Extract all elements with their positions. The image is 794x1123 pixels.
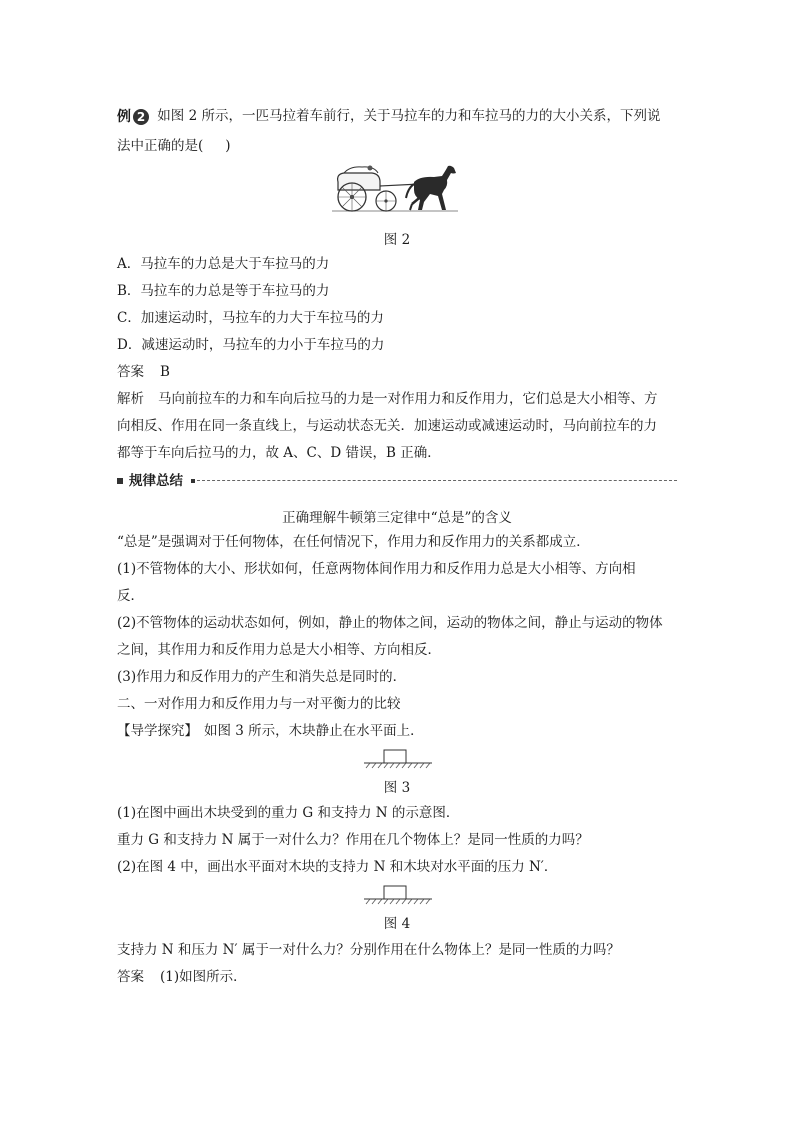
example-question-line1 [117, 106, 660, 127]
question1-line2: 重力 G 和支持力 N 属于一对什么力？作用在几个物体上？是同一性质的力吗？ [117, 832, 589, 848]
rule-intro: “总是”是强调对于任何物体，在任何情况下，作用力和反作用力的关系都成立． [117, 534, 590, 550]
figure3-caption: 图 3 [383, 780, 411, 796]
question1-line1: (1)在图中画出木块受到的重力 G 和支持力 N 的示意图． [117, 805, 460, 821]
rule-point3: (3)作用力和反作用力的产生和消失总是同时的． [117, 669, 407, 685]
horse-carriage-illustration [330, 164, 464, 216]
analysis-label: 解析 [117, 391, 144, 407]
option-d: D．减速运动时，马拉车的力小于车拉马的力 [117, 337, 385, 353]
rule-point2-line2: 之间，其作用力和反作用力总是大小相等、方向相反． [117, 642, 441, 658]
analysis-line3: 都等于车向后拉马的力，故 A、C、D 错误，B 正确． [117, 445, 441, 461]
section2-heading: 二、一对作用力和反作用力与一对平衡力的比较 [117, 696, 401, 712]
section2-answer-line [117, 967, 247, 987]
option-a: A．马拉车的力总是大于车拉马的力 [117, 256, 330, 272]
guide-text: 如图 3 所示，木块静止在水平面上． [204, 723, 424, 739]
option-c: C．加速运动时，马拉车的力大于车拉马的力 [117, 310, 384, 326]
dashed-divider [197, 480, 677, 481]
example-question-line2 [117, 136, 231, 156]
option-b: B．马拉车的力总是等于车拉马的力 [117, 283, 330, 299]
example-badge: 例 2 [117, 107, 149, 127]
section2-answer-label: 答案 [117, 969, 144, 985]
square-bullet-icon [117, 478, 123, 484]
rule-point2-line1: (2)不管物体的运动状态如何，例如，静止的物体之间，运动的物体之间，静止与运动的物体 [117, 615, 663, 631]
rule-point1-line1: (1)不管物体的大小、形状如何，任意两物体间作用力和反作用力总是大小相等、方向相 [117, 561, 636, 577]
dot-icon [191, 479, 195, 483]
rule-point1-line2: 反． [117, 588, 144, 604]
question2-line2: 支持力 N 和压力 N′ 属于一对什么力？分别作用在什么物体上？是同一性质的力吗？ [117, 942, 620, 958]
section2-answer-text: (1)如图所示． [160, 969, 247, 985]
guide-label: 【导学探究】 [117, 723, 198, 739]
question-text-2a: 法中正确的是( [117, 138, 204, 154]
answer-line [117, 362, 170, 382]
rule-summary-header [117, 473, 677, 489]
block-on-surface-diagram-2 [364, 884, 432, 908]
rule-summary-title: 规律总结 [129, 473, 183, 489]
analysis-line2: 向相反、作用在同一条直线上，与运动状态无关．加速运动或减速运动时，马向前拉车的力 [117, 418, 657, 434]
question-text-2b: ) [225, 138, 231, 154]
question2-line1: (2)在图 4 中，画出水平面对木块的支持力 N 和木块对水平面的压力 N′． [117, 859, 558, 875]
figure2-caption: 图 2 [383, 232, 411, 248]
answer-value: B [160, 364, 170, 380]
block-on-surface-diagram [364, 748, 432, 772]
question-text-1: 如图 2 所示，一匹马拉着车前行，关于马拉车的力和车拉马的力的大小关系，下列说 [157, 108, 661, 124]
example-number-icon: 2 [133, 109, 149, 125]
answer-label: 答案 [117, 364, 144, 380]
analysis-text-1: 马向前拉车的力和车向后拉马的力是一对作用力和反作用力，它们总是大小相等、方 [158, 391, 658, 407]
analysis-line1 [117, 389, 658, 409]
rule-heading: 正确理解牛顿第三定律中“总是”的含义 [282, 510, 512, 526]
guide-line [117, 721, 424, 741]
figure4-caption: 图 4 [383, 916, 411, 932]
